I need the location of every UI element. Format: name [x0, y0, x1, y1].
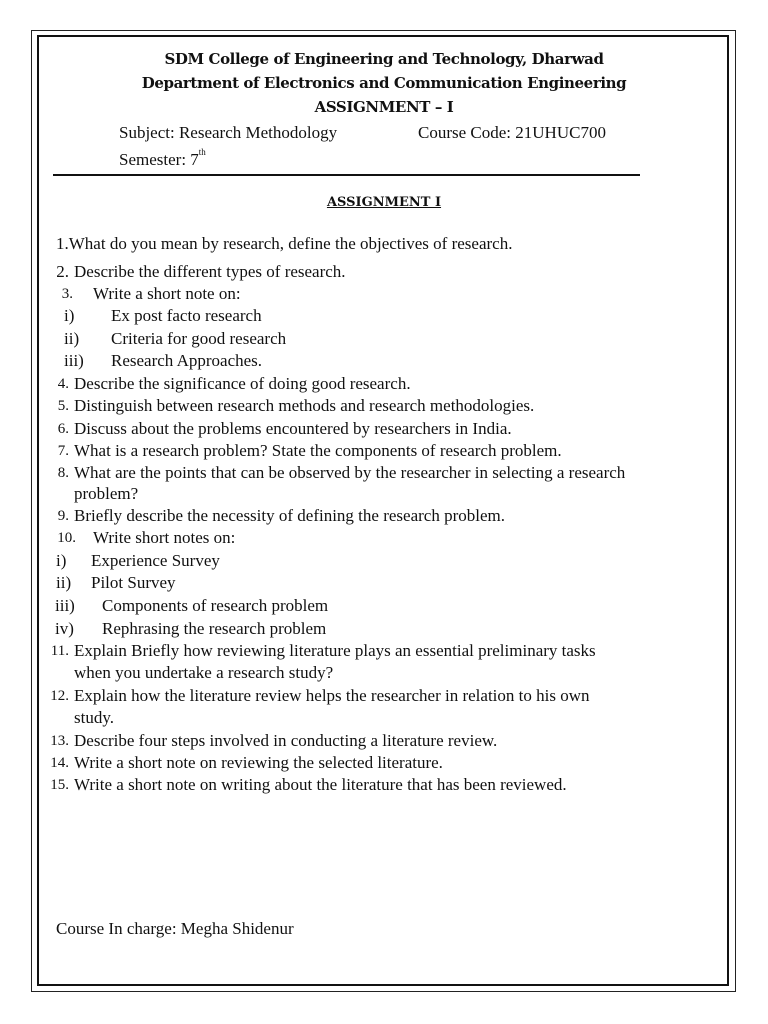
- question-line: Describe the different types of research.: [74, 262, 346, 281]
- question-number: 9.: [57, 508, 69, 524]
- assignment-subtitle: ASSIGNMENT I: [326, 195, 442, 210]
- sub-item-line: Components of research problem: [102, 596, 329, 615]
- semester-label: [119, 147, 206, 170]
- assignment-title: ASSIGNMENT – I: [314, 98, 454, 116]
- question-number: 13.: [50, 733, 69, 749]
- question-number: 12.: [50, 688, 69, 704]
- sub-item-line: Ex post facto research: [111, 306, 262, 325]
- question-number: 11.: [50, 643, 69, 659]
- question-line: Explain Briefly how reviewing literature plays an essential preliminary tasks: [74, 641, 596, 660]
- question-line: 1.What do you mean by research, define the objectives of research.: [56, 234, 513, 253]
- question-line: Describe four steps involved in conducting a literature review.: [74, 731, 498, 750]
- sub-item-line: Pilot Survey: [91, 573, 176, 592]
- question-line-continued: study.: [74, 708, 114, 727]
- college-name: SDM College of Engineering and Technology, Dharwad: [164, 50, 604, 68]
- course-in-charge: Course In charge: Megha Shidenur: [56, 919, 294, 938]
- subject-label: Subject: Research Methodology: [119, 123, 338, 142]
- question-line: Write a short note on:: [93, 284, 241, 303]
- question-line-continued: problem?: [74, 484, 139, 503]
- question-number: 3.: [61, 286, 73, 302]
- sub-item-line: Experience Survey: [91, 551, 220, 570]
- question-line: Write a short note on reviewing the selected literature.: [74, 753, 443, 772]
- department-name: Department of Electronics and Communication Engineering: [141, 74, 627, 92]
- question-number: 10.: [57, 530, 76, 546]
- question-number: 7.: [57, 443, 69, 459]
- question-line: Discuss about the problems encountered by researchers in India.: [74, 419, 512, 438]
- question-number: 6.: [57, 421, 69, 437]
- question-number: 14.: [50, 755, 69, 771]
- question-line: Distinguish between research methods and research methodologies.: [74, 396, 535, 415]
- question-number: 8.: [57, 465, 69, 481]
- course-code: Course Code: 21UHUC700: [418, 123, 606, 142]
- sub-item-line: Research Approaches.: [111, 351, 263, 370]
- question-line: What are the points that can be observed by the researcher in selecting a research: [74, 463, 626, 482]
- question-line: Write a short note on writing about the literature that has been reviewed.: [74, 775, 567, 794]
- semester-superscript: th: [198, 147, 206, 157]
- header-divider: [53, 174, 640, 176]
- question-line-continued: when you undertake a research study?: [74, 663, 334, 682]
- question-number: 2.: [56, 262, 69, 281]
- sub-item-line: Criteria for good research: [111, 329, 287, 348]
- question-line: Explain how the literature review helps the researcher in relation to his own: [74, 686, 590, 705]
- sub-item-line: Rephrasing the research problem: [102, 619, 327, 638]
- question-line: Briefly describe the necessity of defining the research problem.: [74, 506, 505, 525]
- question-line: What is a research problem? State the components of research problem.: [74, 441, 562, 460]
- question-line: Describe the significance of doing good research.: [74, 374, 411, 393]
- question-line: Write short notes on:: [93, 528, 236, 547]
- question-number: 4.: [57, 376, 69, 392]
- question-number: 5.: [57, 398, 69, 414]
- question-number: 15.: [50, 777, 69, 793]
- semester-text: Semester: 7: [119, 150, 199, 169]
